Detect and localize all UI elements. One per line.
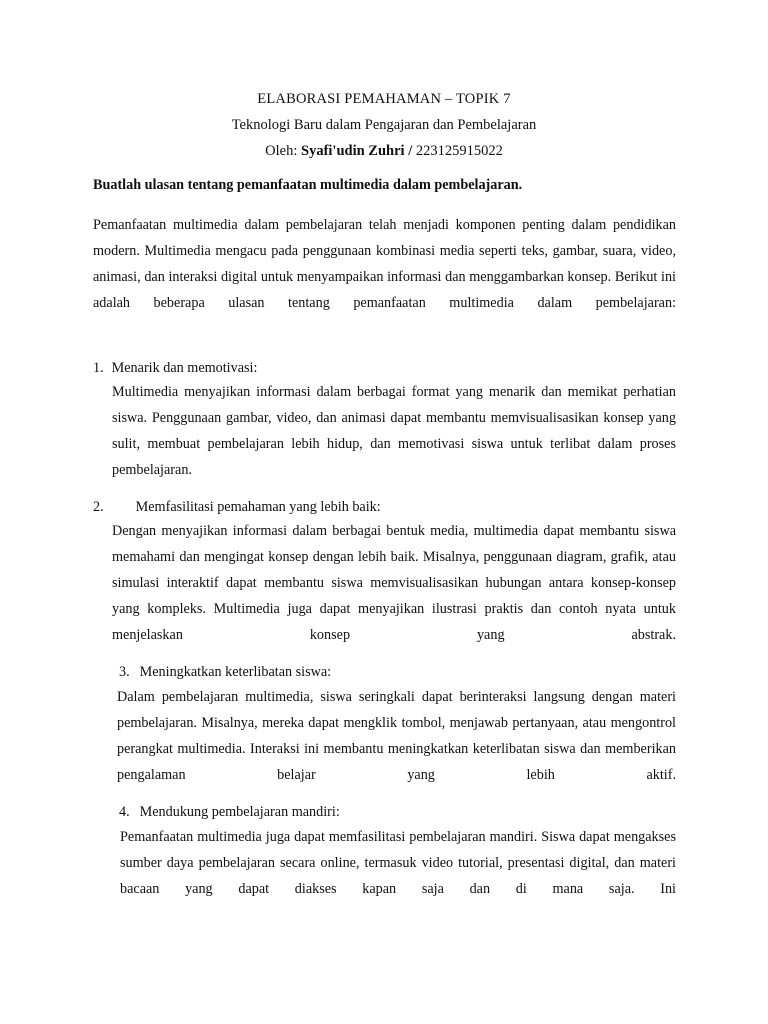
list-item-heading-text: Mendukung pembelajaran mandiri: [139,804,340,820]
list-item-1-heading [93,355,257,381]
list-item-number: 4. [119,804,130,820]
list-item-heading-text: Menarik dan memotivasi: [111,360,258,376]
assignment-prompt: Buatlah ulasan tentang pemanfaatan multimedia dalam pembelajaran. [93,177,523,193]
student-id: 223125915022 [415,143,503,159]
list-item-heading-text: Meningkatkan keterlibatan siswa: [139,664,332,680]
list-item-2-body: Dengan menyajikan informasi dalam berbagai bentuk media, multimedia dapat membantu siswa memahami dan mengingat konsep dengan lebih baik. Misalnya, penggunaan diagram, grafik, atau simulasi interaktif dapat membantu siswa memvisualisasikan hubungan antara konsep-konsep yang kompleks. Multimedia juga dapat menyajikan ilustrasi praktis dan contoh nyata untuk menjelaskan konsep yang abstrak. [112,523,676,643]
intro-paragraph: Pemanfaatan multimedia dalam pembelajaran telah menjadi komponen penting dalam pendidikan modern. Multimedia mengacu pada penggunaan kombinasi media seperti teks, gambar, suara, video, animasi, dan interaksi digital untuk menyampaikan informasi dan menggambarkan konsep. Berikut ini adalah beberapa ulasan tentang pemanfaatan multimedia dalam pembelajaran: [93,217,676,311]
list-item-number: 3. [119,664,130,680]
list-item-3-heading [119,659,331,685]
document-header [0,86,768,164]
list-item-3-body: Dalam pembelajaran multimedia, siswa seringkali dapat berinteraksi langsung dengan materi pembelajaran. Misalnya, mereka dapat mengklik tombol, menjawab pertanyaan, atau mengontrol perangkat multimedia. Interaksi ini membantu meningkatkan keterlibatan siswa dan memberikan pengalaman belajar yang lebih aktif. [117,689,676,783]
author-name: Syafi'udin Zuhri [301,143,405,159]
list-item-number: 2. [93,499,104,515]
list-item-2-heading [93,494,381,520]
list-item-4-body: Pemanfaatan multimedia juga dapat memfasilitasi pembelajaran mandiri. Siswa dapat mengakses sumber daya pembelajaran secara online, termasuk video tutorial, presentasi digital, dan materi bacaan yang dapat diakses kapan saja dan di mana saja. Ini [120,829,676,897]
list-item-heading-text: Memfasilitasi pemahaman yang lebih baik: [135,499,381,515]
list-item-number: 1. [93,360,104,376]
by-label: Oleh: [265,143,301,159]
document-title: ELABORASI PEMAHAMAN – TOPIK 7 [257,91,511,107]
list-item-1-body: Multimedia menyajikan informasi dalam berbagai format yang menarik dan memikat perhatian siswa. Penggunaan gambar, video, dan animasi dapat membantu memvisualisasikan konsep yang sulit, membuat pembelajaran lebih hidup, dan memotivasi siswa untuk terlibat dalam proses pembelajaran. [112,384,676,478]
author-line [0,138,768,164]
list-item-4-heading [119,799,340,825]
author-separator: / [404,143,416,159]
document-subtitle: Teknologi Baru dalam Pengajaran dan Pembelajaran [231,117,537,133]
